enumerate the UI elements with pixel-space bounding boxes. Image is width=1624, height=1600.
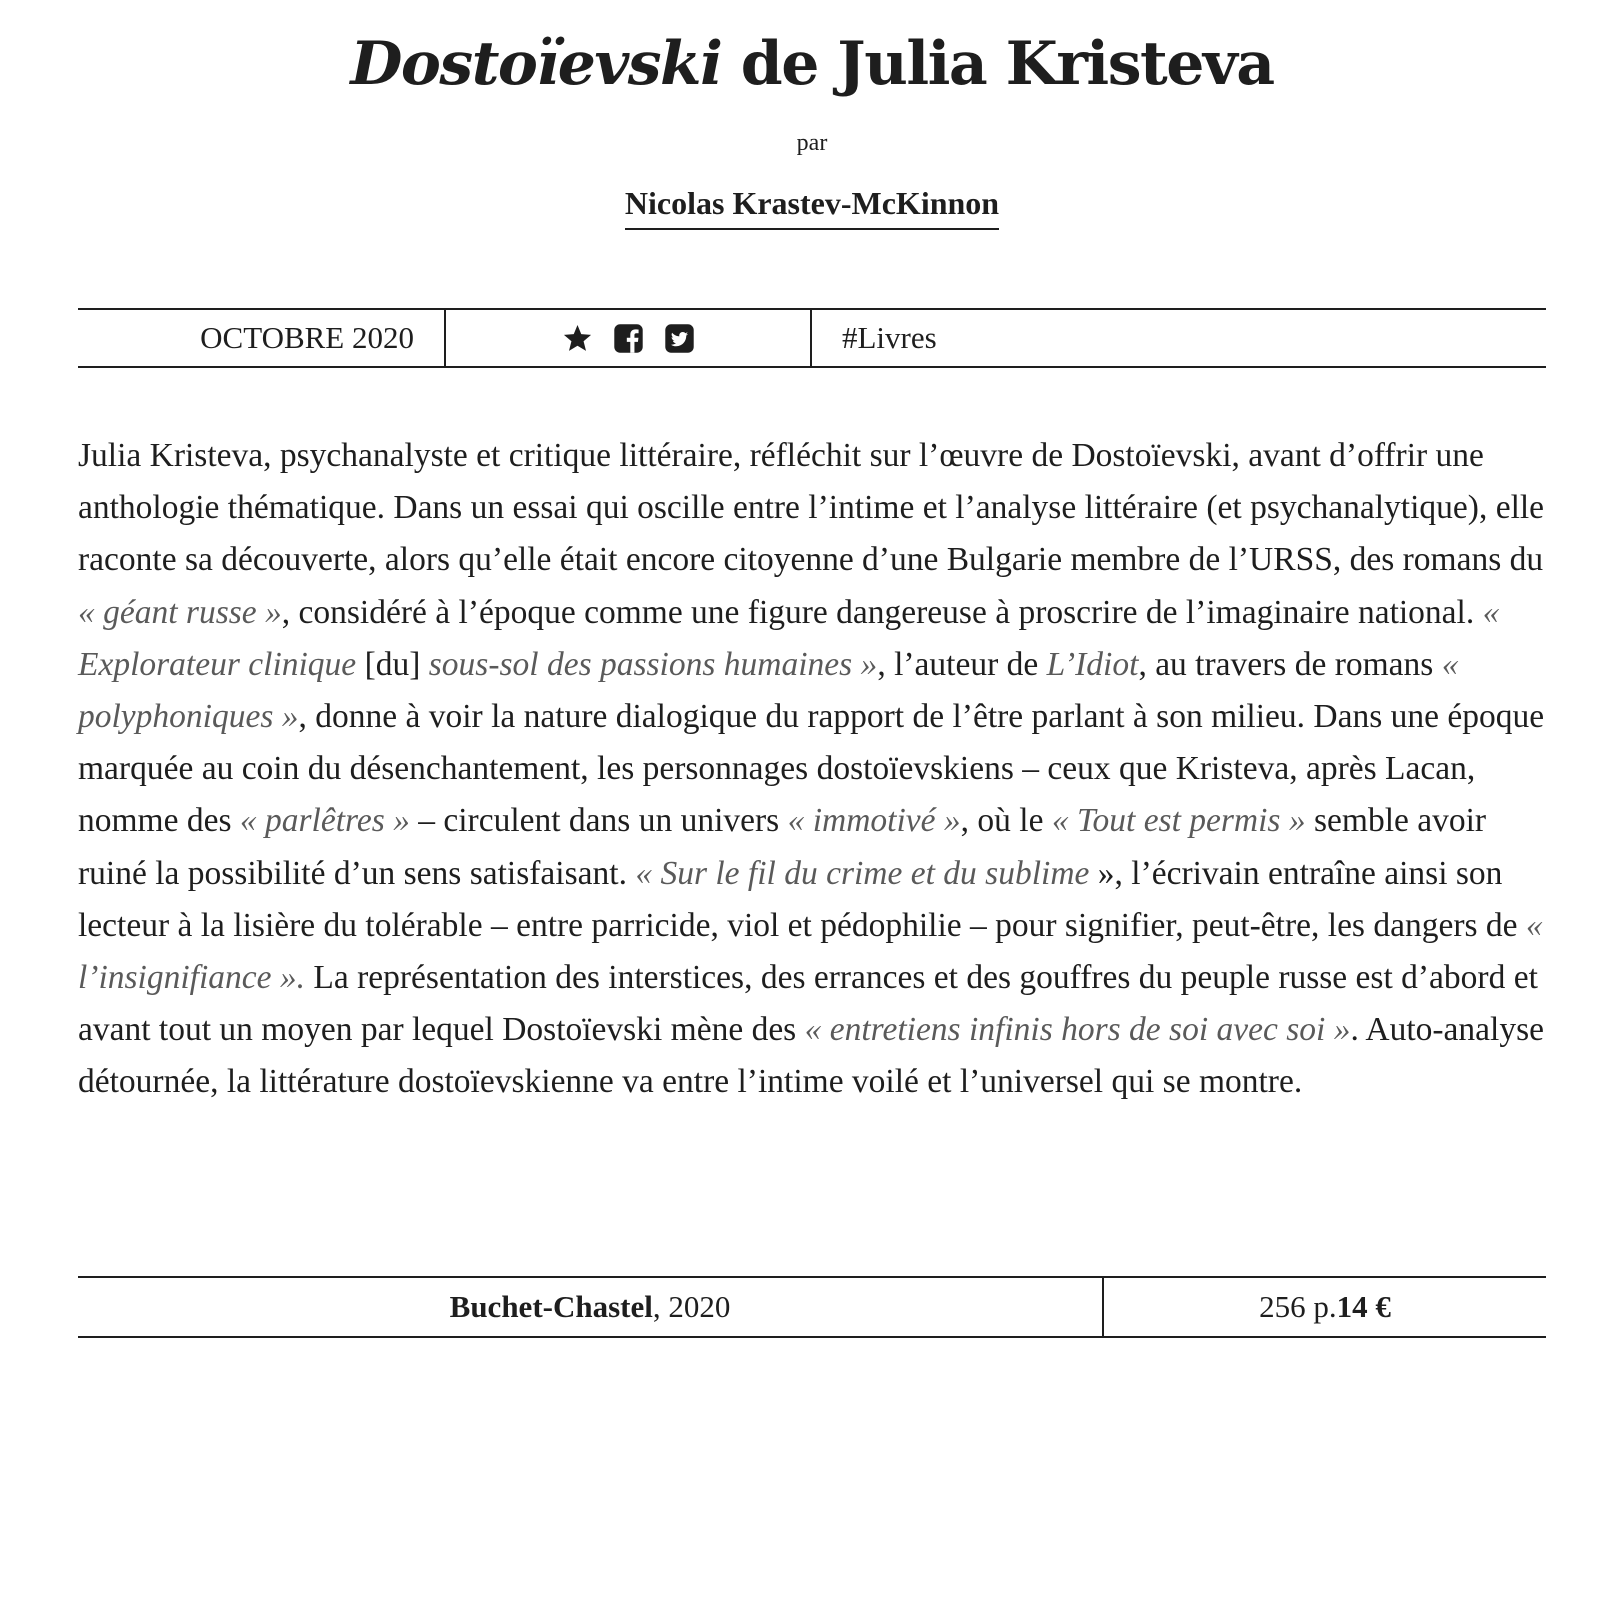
article-text: [du] [356, 645, 429, 683]
star-icon[interactable] [562, 323, 593, 354]
article-quote: sous-sol des passions humaines » [428, 645, 878, 683]
page-count: 256 p. [1259, 1289, 1337, 1324]
article-text: semble avoir ruiné la possibilité d’un sens satisfaisant. [78, 802, 1487, 892]
title-italic-part: Dostoïevski [350, 29, 722, 99]
article-text: , au travers de romans [1138, 645, 1442, 683]
title-rest: de Julia Kristeva [721, 29, 1274, 99]
meta-bar [78, 308, 1546, 368]
author-container [78, 184, 1546, 230]
article-text: La représentation des interstices, des errances et des gouffres du peuple russe est d’abord et avant tout un moyen par lequel Dostoïevski mène des [78, 959, 1538, 1049]
article-quote: « Explorateur clinique [78, 593, 1500, 683]
article-text: – circulent dans un univers [409, 802, 788, 840]
article-quote: « Sur le fil du crime et du sublime [635, 854, 1090, 892]
article-text: », l’écrivain entraîne ainsi son lecteur à la lisière du tolérable – entre parricide, viol et pédophilie – pour signifier, peut-être, les dangers de [78, 854, 1526, 944]
publisher-info [78, 1278, 1104, 1336]
article-quote: « l’insignifiance ». [78, 906, 1543, 997]
article-quote: « entretiens infinis hors de soi avec soi » [804, 1011, 1351, 1049]
article-quote: « Tout est permis » [1051, 802, 1306, 840]
page [78, 0, 1546, 1324]
category-tag[interactable]: #Livres [842, 320, 937, 355]
article-text: , l’auteur de [877, 645, 1047, 683]
share-icons [446, 310, 812, 366]
page-title [78, 0, 1546, 102]
article-text: Julia Kristeva, psychanalyste et critique littéraire, réfléchit sur l’œuvre de Dostoïevski, avant d’offrir une anthologie thématique. Dans un essai qui oscille entre l’intime et l’analyse littéraire (et psychanalytique), elle raconte sa découverte, alors qu’elle était encore citoyenne d’une Bulgarie membre de l’URSS, des romans du [78, 437, 1545, 579]
facebook-icon[interactable] [613, 323, 644, 354]
article-text: , considéré à l’époque comme une figure dangereuse à proscrire de l’imaginaire national. [281, 593, 1483, 631]
publication-year: , 2020 [652, 1289, 731, 1324]
article-text: , où le [960, 802, 1052, 840]
author-link[interactable]: Nicolas Krastev-McKinnon [625, 184, 999, 230]
publication-date: OCTOBRE 2020 [78, 310, 446, 366]
article-body [78, 430, 1546, 1109]
article-text: . Auto-analyse détournée, la littérature dostoïevskienne va entre l’intime voilé et l’universel qui se montre. [78, 1011, 1544, 1101]
article-quote: L’Idiot [1046, 645, 1139, 683]
article-quote: « polyphoniques » [78, 645, 1459, 736]
by-label: par [796, 130, 828, 156]
book-price-info [1104, 1278, 1546, 1336]
twitter-icon[interactable] [664, 323, 695, 354]
book-price: 14 € [1336, 1289, 1391, 1324]
publisher-name: Buchet-Chastel [449, 1289, 653, 1324]
book-info-bar [78, 1276, 1546, 1338]
article-quote: « parlêtres » [239, 802, 410, 840]
article-text: , donne à voir la nature dialogique du rapport de l’être parlant à son milieu. Dans une époque marquée au coin du désenchantement, les personnages dostoïevskiens – ceux que Kristeva, après Lacan, nomme des [78, 698, 1545, 840]
article-quote: « géant russe » [78, 593, 282, 631]
article-quote: « immotivé » [787, 802, 961, 840]
